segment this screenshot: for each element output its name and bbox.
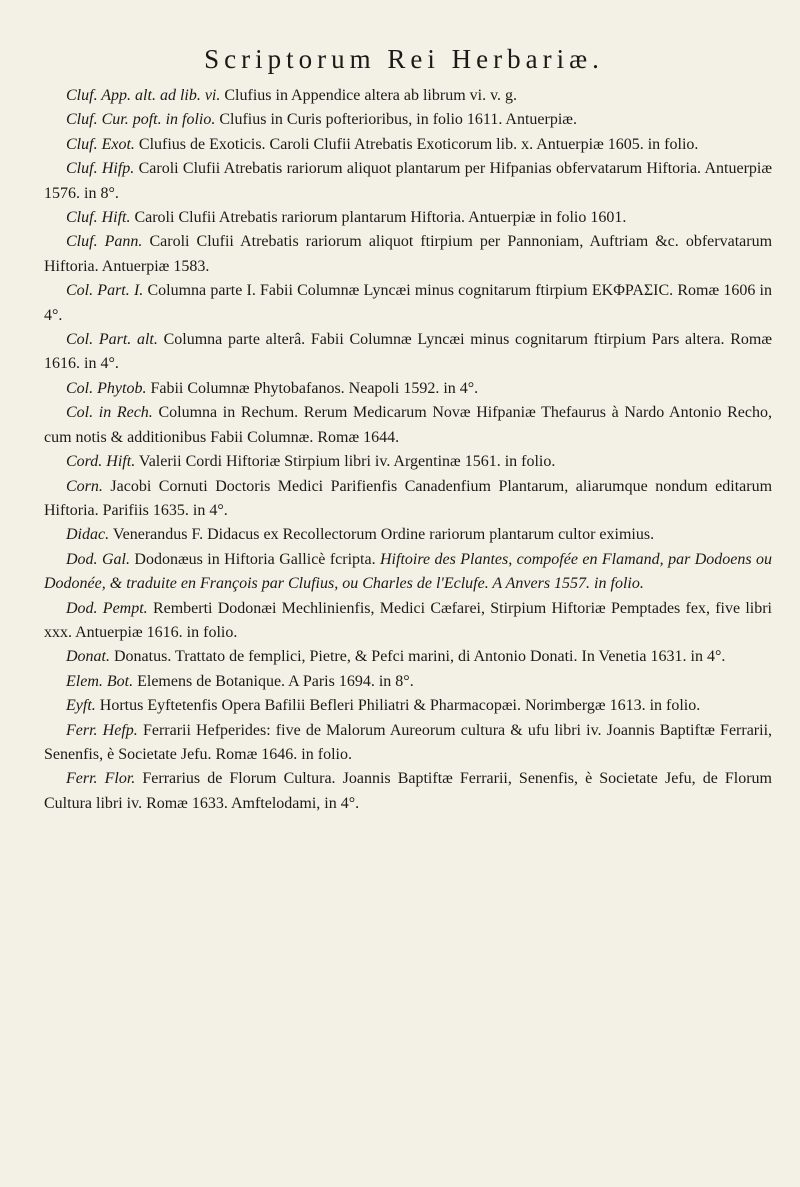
entry-abbreviation: Dod. Gal.: [66, 550, 130, 568]
bibliography-list: [44, 84, 772, 816]
bibliography-entry: [44, 523, 772, 547]
entry-abbreviation: Col. Part. I.: [66, 282, 144, 300]
bibliography-entry: [44, 108, 772, 132]
entry-abbreviation: Ferr. Flor.: [66, 770, 136, 788]
entry-text: Donatus. Trattato de femplici, Pietre, & Pefci marini, di Antonio Donati. In Venetia 1631. in 4°.: [114, 648, 726, 666]
entry-text: Clufius in Curis pofterioribus, in folio 1611. Antuerpiæ.: [219, 111, 577, 129]
bibliography-entry: [44, 670, 772, 694]
entry-text: Caroli Clufii Atrebatis rariorum plantarum Hiftoria. Antuerpiæ in folio 1601.: [134, 209, 627, 227]
entry-text: Jacobi Cornuti Doctoris Medici Parifienfis Canadenfium Plantarum, aliarumque nondum editarum Hiftoria. Parifiis 1635. in 4°.: [44, 477, 773, 519]
bibliography-entry: [44, 597, 772, 646]
entry-abbreviation: Cluf. Pann.: [66, 233, 143, 251]
entry-abbreviation: Elem. Bot.: [66, 672, 134, 690]
entry-text: Elemens de Botanique. A Paris 1694. in 8°.: [137, 672, 414, 690]
entry-text: Venerandus F. Didacus ex Recollectorum Ordine rariorum plantarum cultor eximius.: [112, 526, 655, 544]
entry-text: Clufius de Exoticis. Caroli Clufii Atrebatis Exoticorum lib. x. Antuerpiæ 1605. in folio.: [138, 135, 699, 153]
bibliography-entry: [44, 206, 772, 230]
entry-abbreviation: Cluf. Hifp.: [66, 160, 135, 178]
bibliography-entry: [44, 230, 772, 279]
entry-abbreviation: Cluf. Hift.: [66, 209, 131, 227]
entry-text: Ferrarii Hefperides: five de Malorum Aureorum cultura & ufu libri iv. Joannis Baptiftæ Ferrarii, Senenfis, è Societate Jefu. Romæ 1646. in folio.: [44, 721, 773, 763]
bibliography-entry: [44, 719, 772, 768]
bibliography-entry: [44, 450, 772, 474]
entry-text: Valerii Cordi Hiftoriæ Stirpium libri iv. Argentinæ 1561. in folio.: [138, 453, 556, 471]
entry-abbreviation: Didac.: [66, 526, 110, 544]
entry-abbreviation: Dod. Pempt.: [66, 599, 148, 617]
bibliography-entry: [44, 157, 772, 206]
bibliography-entry: [44, 328, 772, 377]
running-header: Scriptorum Rei Herbariæ.: [204, 44, 604, 74]
entry-italic-title: Hiftoire des Plantes, compofée en Flamand, par Dodoens ou Dodonée, & traduite en François par Clufius, ou Charles de l'Eclufe. A Anvers 1557. in folio.: [44, 550, 773, 593]
bibliography-entry: [44, 401, 772, 450]
entry-text: Clufius in Appendice altera ab librum vi. v. g.: [224, 87, 518, 104]
entry-text: Columna parte alterâ. Fabii Columnæ Lyncæi minus cognitarum ftirpium Pars altera. Romæ 1616. in 4°.: [44, 331, 773, 373]
entry-text: Caroli Clufii Atrebatis rariorum aliquot ftirpium per Pannoniam, Auftriam &c. obfervatarum Hiftoria. Antuerpiæ 1583.: [44, 233, 773, 275]
entry-text: Hortus Eyftetenfis Opera Bafilii Befleri Philiatri & Pharmacopæi. Norimbergæ 1613. in folio.: [99, 697, 701, 715]
entry-text: Remberti Dodonæi Mechlinienfis, Medici Cæfarei, Stirpium Hiftoriæ Pemptades fex, five libri xxx. Antuerpiæ 1616. in folio.: [44, 599, 772, 641]
entry-abbreviation: Cord. Hift.: [66, 453, 136, 471]
entry-abbreviation: Col. Phytob.: [66, 379, 147, 397]
bibliography-entry: [44, 133, 772, 157]
entry-abbreviation: Ferr. Hefp.: [66, 721, 138, 739]
entry-abbreviation: Cluf. Cur. poft. in folio.: [66, 111, 216, 129]
entry-abbreviation: Donat.: [66, 648, 110, 666]
entry-abbreviation: Eyft.: [66, 697, 96, 715]
bibliography-entry: [44, 694, 772, 718]
entry-abbreviation: Corn.: [66, 477, 103, 495]
entry-text: Fabii Columnæ Phytobafanos. Neapoli 1592. in 4°.: [150, 379, 479, 397]
bibliography-entry: [44, 377, 772, 401]
entry-text: Dodonæus in Hiftoria Gallicè fcripta.: [134, 550, 376, 568]
entry-text: Caroli Clufii Atrebatis rariorum aliquot plantarum per Hifpanias obfervatarum Hiftoria. Antuerpiæ 1576. in 8°.: [44, 160, 773, 202]
entry-text: Columna parte I. Fabii Columnæ Lyncæi minus cognitarum ftirpium EKΦPAΣIC. Romæ 1606 in 4°.: [44, 282, 773, 324]
entry-abbreviation: Cluf. Exot.: [66, 135, 135, 153]
entry-text: Columna in Rechum. Rerum Medicarum Novæ Hifpaniæ Thefaurus à Nardo Antonio Recho, cum notis & additionibus Fabii Columnæ. Romæ 1644.: [44, 404, 773, 446]
bibliography-entry: [44, 84, 772, 108]
bibliography-entry: [44, 645, 772, 669]
bibliography-entry: [44, 475, 772, 524]
entry-abbreviation: Col. Part. alt.: [66, 331, 158, 349]
bibliography-entry: [44, 548, 772, 597]
entry-abbreviation: Col. in Rech.: [66, 404, 153, 422]
entry-text: Ferrarius de Florum Cultura. Joannis Baptiftæ Ferrarii, Senenfis, è Societate Jefu, de Florum Cultura libri iv. Romæ 1633. Amftelodami, in 4°.: [44, 770, 772, 812]
entry-abbreviation: Cluf. App. alt. ad lib. vi.: [66, 87, 221, 104]
bibliography-entry: [44, 767, 772, 816]
bibliography-entry: [44, 279, 772, 328]
